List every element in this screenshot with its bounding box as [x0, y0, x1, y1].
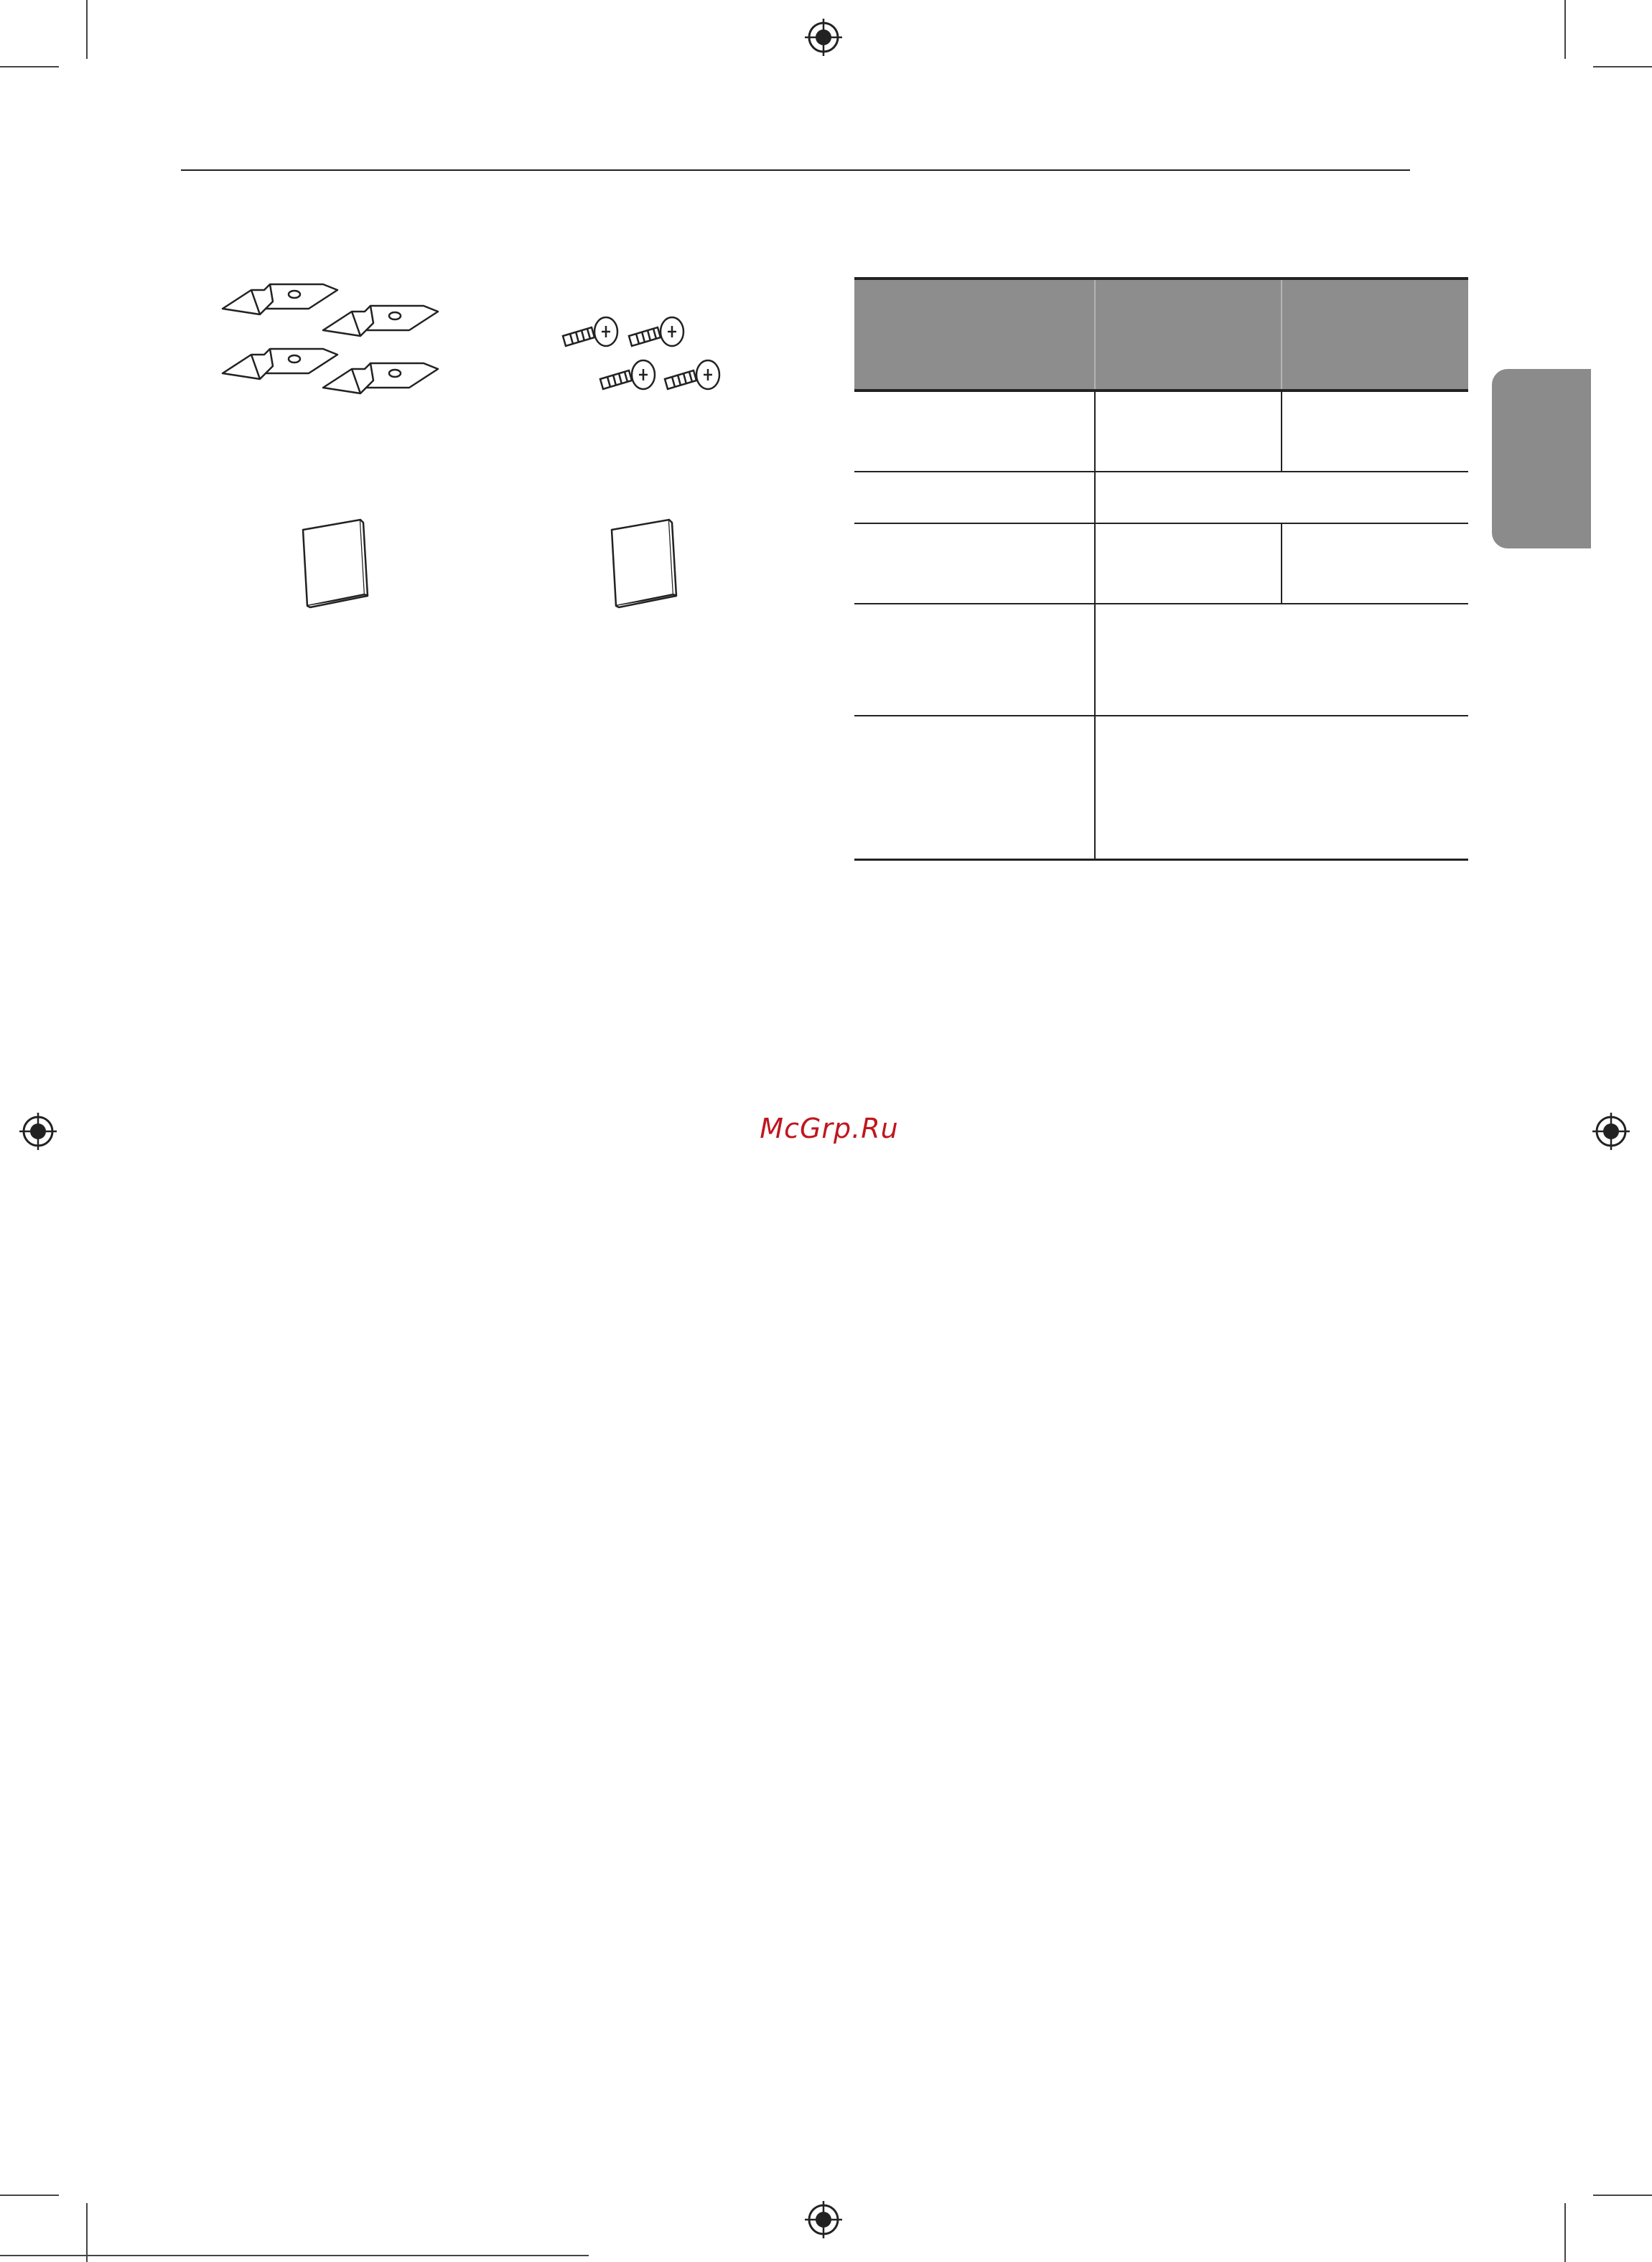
table-bottom-rule — [854, 859, 1468, 861]
table-row-rule — [854, 471, 1468, 472]
header-divider — [1281, 280, 1282, 389]
section-side-tab — [1492, 369, 1591, 548]
registration-mark-icon — [805, 2201, 842, 2238]
watermark: McGrp.Ru — [760, 1113, 899, 1144]
crop-mark — [86, 0, 88, 59]
spec-table-header — [854, 277, 1468, 392]
bracket-clips-icon — [215, 273, 452, 431]
crop-mark — [1593, 2195, 1652, 2196]
table-row-rule — [854, 715, 1468, 716]
crop-mark — [1593, 66, 1652, 67]
crop-mark — [1564, 2203, 1566, 2262]
booklet-icon — [296, 515, 370, 610]
header-rule — [181, 169, 1410, 171]
header-divider — [1094, 280, 1096, 389]
booklet-icon — [605, 515, 679, 610]
crop-mark — [0, 2255, 589, 2256]
registration-mark-icon — [805, 19, 842, 56]
table-column-rule — [1094, 392, 1096, 859]
crop-mark — [0, 66, 59, 67]
table-column-rule — [1281, 523, 1282, 603]
table-column-rule — [1281, 392, 1282, 471]
crop-mark — [0, 2195, 59, 2196]
table-row-rule — [854, 523, 1468, 524]
crop-mark — [86, 2203, 88, 2262]
registration-mark-icon — [19, 1113, 57, 1150]
crop-mark — [1564, 0, 1566, 59]
registration-mark-icon — [1592, 1113, 1630, 1150]
table-row-rule — [854, 603, 1468, 604]
screws-icon — [560, 302, 732, 409]
